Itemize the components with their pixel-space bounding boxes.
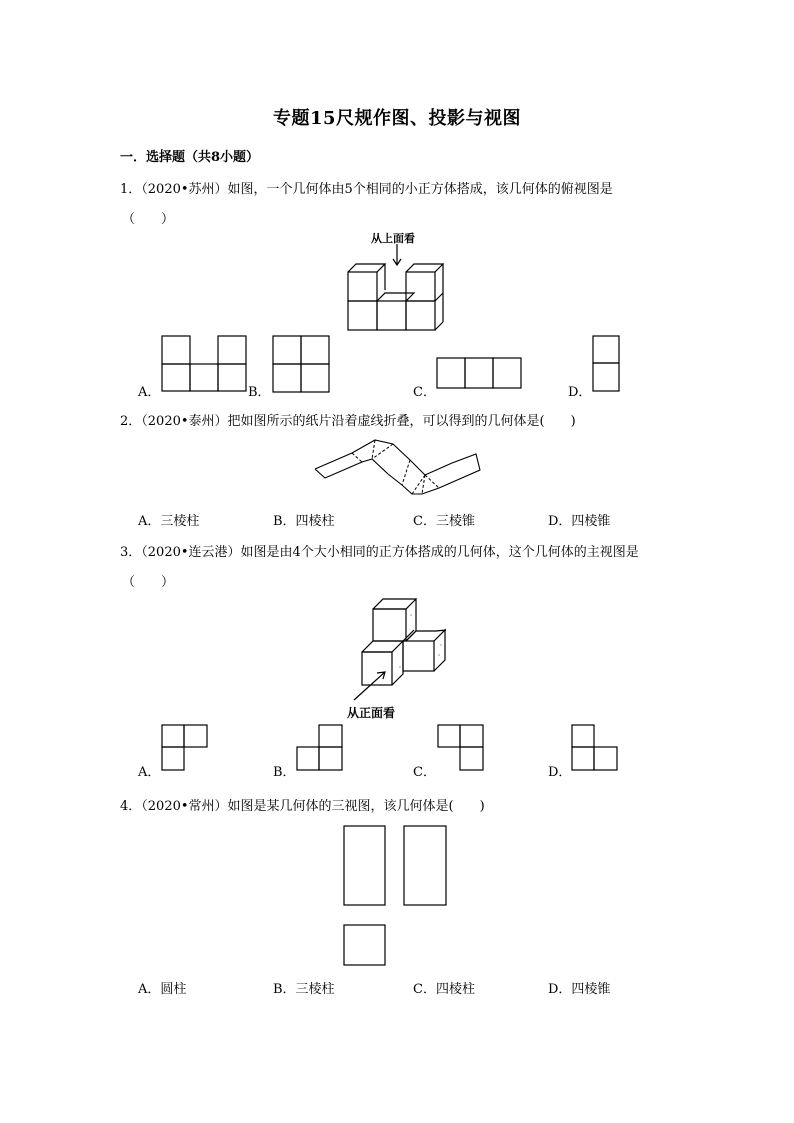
- question-3-option-b-figure: [296, 724, 344, 771]
- question-3-option-d-figure: [571, 724, 619, 771]
- question-3-option-d[interactable]: D．: [548, 765, 572, 780]
- section-heading: 一．选择题（共8小题）: [120, 150, 260, 165]
- question-1-answer-blank: （ ）: [122, 212, 175, 227]
- question-2-option-a[interactable]: A．三棱柱: [138, 514, 200, 529]
- question-3-option-b[interactable]: B．: [273, 765, 296, 780]
- question-2-paper-net-figure: [310, 436, 485, 501]
- question-3-option-c-figure: [437, 724, 485, 771]
- question-1-option-b-figure: [272, 335, 330, 393]
- question-3-stem: 3．（2020•连云港）如图是由4个大小相同的正方体搭成的几何体，这个几何体的主视图是: [120, 545, 639, 560]
- question-1-cube-figure: [340, 240, 450, 335]
- question-3-cube-figure: [345, 597, 455, 707]
- page-title: 专题15尺规作图、投影与视图: [272, 108, 522, 129]
- question-3-figure-caption: 从正面看: [347, 706, 396, 720]
- question-2-stem: 2．（2020•泰州）把如图所示的纸片沿着虚线折叠，可以得到的几何体是( ): [120, 414, 576, 429]
- question-1-figure-caption: 从上面看: [371, 232, 415, 245]
- question-1-option-c[interactable]: C．: [413, 385, 436, 400]
- question-4-three-view-figure: [342, 824, 450, 969]
- question-2-option-b[interactable]: B．四棱柱: [273, 514, 335, 529]
- question-1-option-d-figure: [592, 335, 620, 392]
- question-1-option-a[interactable]: A．: [138, 385, 161, 400]
- question-1-stem: 1．（2020•苏州）如图，一个几何体由5个相同的小正方体搭成，该几何体的俯视图是: [120, 182, 613, 197]
- side-view-rectangle: [404, 826, 446, 905]
- question-4-option-a[interactable]: A．圆柱: [138, 982, 187, 997]
- question-1-option-d[interactable]: D．: [568, 385, 592, 400]
- question-4-stem: 4．（2020•常州）如图是某几何体的三视图，该几何体是( ): [120, 799, 485, 814]
- question-4-option-b[interactable]: B．三棱柱: [273, 982, 335, 997]
- question-4-option-c[interactable]: C．四棱柱: [413, 982, 475, 997]
- question-3-option-a[interactable]: A．: [138, 765, 161, 780]
- question-3-option-a-figure: [161, 724, 209, 771]
- question-1-option-b[interactable]: B．: [248, 385, 271, 400]
- question-2-option-c[interactable]: C．三棱锥: [413, 514, 475, 529]
- question-3-answer-blank: （ ）: [122, 575, 175, 590]
- question-1-option-a-figure: [161, 335, 247, 392]
- front-view-rectangle: [344, 826, 385, 905]
- question-3-option-c[interactable]: C．: [413, 765, 436, 780]
- question-2-option-d[interactable]: D．四棱锥: [548, 514, 611, 529]
- top-view-square: [344, 925, 385, 965]
- question-4-option-d[interactable]: D．四棱锥: [548, 982, 611, 997]
- question-1-option-c-figure: [436, 357, 522, 389]
